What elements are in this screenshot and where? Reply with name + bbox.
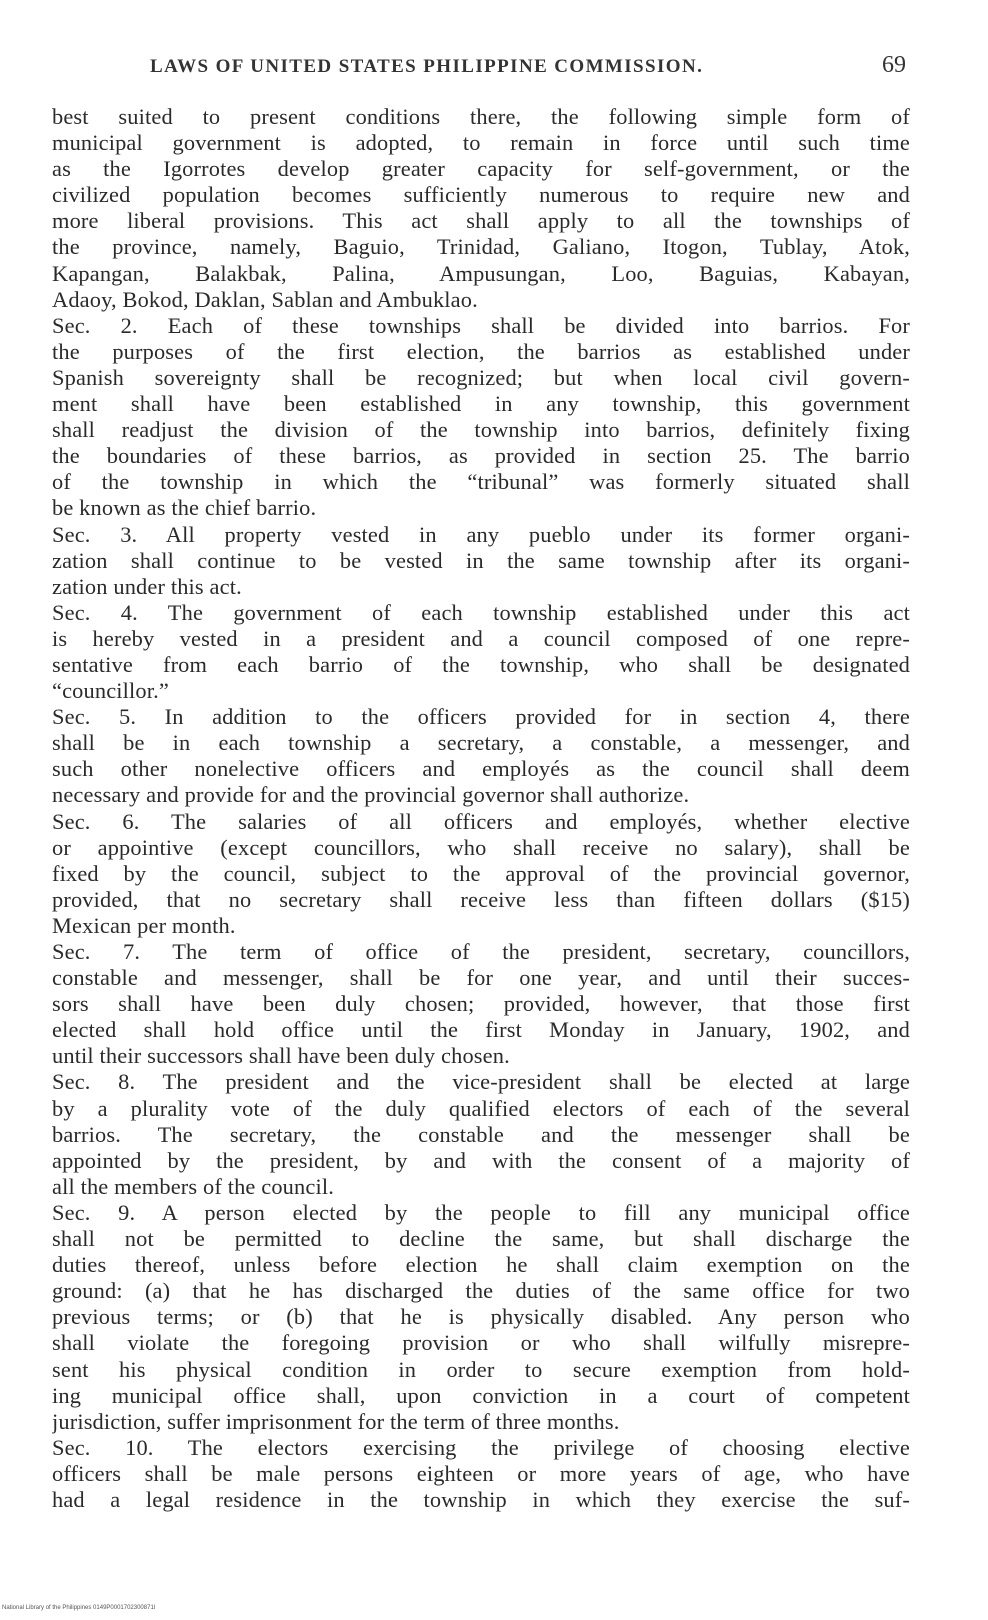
- text-line: zation shall continue to be vested in the same township after its organi-: [52, 547, 910, 573]
- text-line: as the Igorrotes develop greater capacity for self-government, or the: [52, 156, 910, 182]
- text-line: the purposes of the first election, the barrios as established under: [52, 338, 910, 364]
- body-text: [52, 104, 910, 1513]
- text-line: appointed by the president, by and with the consent of a majority of: [52, 1147, 910, 1173]
- text-line: necessary and provide for and the provincial governor shall authorize.: [52, 782, 690, 808]
- text-line: be known as the chief barrio.: [52, 495, 317, 521]
- text-line: Sec. 6. The salaries of all officers and employés, whether elective: [52, 808, 910, 834]
- text-line: Sec. 5. In addition to the officers provided for in section 4, there: [52, 704, 910, 730]
- text-line: the boundaries of these barrios, as provided in section 25. The barrio: [52, 443, 910, 469]
- text-line: barrios. The secretary, the constable and the messenger shall be: [52, 1121, 910, 1147]
- text-line: ing municipal office shall, upon conviction in a court of competent: [52, 1382, 910, 1408]
- text-line: Spanish sovereignty shall be recognized; but when local civil govern-: [52, 364, 910, 390]
- text-line: shall violate the foregoing provision or who shall wilfully misrepre-: [52, 1330, 910, 1356]
- text-line: of the township in which the “tribunal” was formerly situated shall: [52, 469, 910, 495]
- text-line: jurisdiction, suffer imprisonment for the term of three months.: [52, 1408, 620, 1434]
- text-line: sent his physical condition in order to secure exemption from hold-: [52, 1356, 910, 1382]
- text-line: until their successors shall have been duly chosen.: [52, 1043, 510, 1069]
- text-line: by a plurality vote of the duly qualified electors of each of the several: [52, 1095, 910, 1121]
- text-line: Adaoy, Bokod, Daklan, Sablan and Ambuklao.: [52, 286, 478, 312]
- text-line: previous terms; or (b) that he is physically disabled. Any person who: [52, 1304, 910, 1330]
- text-line: shall not be permitted to decline the same, but shall discharge the: [52, 1226, 910, 1252]
- text-line: Sec. 10. The electors exercising the privilege of choosing elective: [52, 1434, 910, 1460]
- text-line: sentative from each barrio of the township, who shall be designated: [52, 651, 910, 677]
- text-line: civilized population becomes sufficiently numerous to require new and: [52, 182, 910, 208]
- text-line: Kapangan, Balakbak, Palina, Ampusungan, Loo, Baguias, Kabayan,: [52, 260, 910, 286]
- text-line: such other nonelective officers and employés as the council shall deem: [52, 756, 910, 782]
- text-line: ground: (a) that he has discharged the duties of the same office for two: [52, 1278, 910, 1304]
- text-line: Mexican per month.: [52, 912, 236, 938]
- text-line: municipal government is adopted, to remain in force until such time: [52, 130, 910, 156]
- text-line: Sec. 7. The term of office of the president, secretary, councillors,: [52, 939, 910, 964]
- running-title: LAWS OF UNITED STATES PHILIPPINE COMMISSION.: [150, 56, 704, 77]
- text-line: Sec. 2. Each of these townships shall be divided into barrios. For: [52, 312, 910, 338]
- text-line: Sec. 3. All property vested in any pueblo under its former organi-: [52, 521, 910, 547]
- text-line: is hereby vested in a president and a council composed of one repre-: [52, 625, 910, 651]
- text-line: shall be in each township a secretary, a constable, a messenger, and: [52, 730, 910, 756]
- page-number: 69: [882, 52, 906, 78]
- scan-credit: National Library of the Philippines 0149P0001702300871I: [2, 1605, 156, 1611]
- text-line: all the members of the council.: [52, 1173, 334, 1199]
- text-line: had a legal residence in the township in which they exercise the suf-: [52, 1486, 910, 1512]
- text-line: more liberal provisions. This act shall apply to all the townships of: [52, 208, 910, 234]
- text-line: sors shall have been duly chosen; provided, however, that those first: [52, 991, 910, 1017]
- text-line: shall readjust the division of the township into barrios, definitely fixing: [52, 417, 910, 443]
- text-line: the province, namely, Baguio, Trinidad, Galiano, Itogon, Tublay, Atok,: [52, 234, 910, 260]
- text-line: fixed by the council, subject to the approval of the provincial governor,: [52, 860, 910, 886]
- text-line: officers shall be male persons eighteen or more years of age, who have: [52, 1460, 910, 1486]
- text-line: zation under this act.: [52, 573, 242, 599]
- text-line: best suited to present conditions there, the following simple form of: [52, 104, 910, 129]
- text-line: Sec. 4. The government of each township established under this act: [52, 599, 910, 625]
- text-line: or appointive (except councillors, who shall receive no salary), shall be: [52, 834, 910, 860]
- text-line: Sec. 8. The president and the vice-president shall be elected at large: [52, 1069, 910, 1095]
- text-line: constable and messenger, shall be for one year, and until their succes-: [52, 965, 910, 991]
- text-line: ment shall have been established in any township, this government: [52, 391, 910, 417]
- text-line: “councillor.”: [52, 678, 169, 704]
- text-line: duties thereof, unless before election he shall claim exemption on the: [52, 1252, 910, 1278]
- text-line: Sec. 9. A person elected by the people to fill any municipal office: [52, 1199, 910, 1225]
- text-line: provided, that no secretary shall receive less than fifteen dollars ($15): [52, 886, 910, 912]
- text-line: elected shall hold office until the first Monday in January, 1902, and: [52, 1017, 910, 1043]
